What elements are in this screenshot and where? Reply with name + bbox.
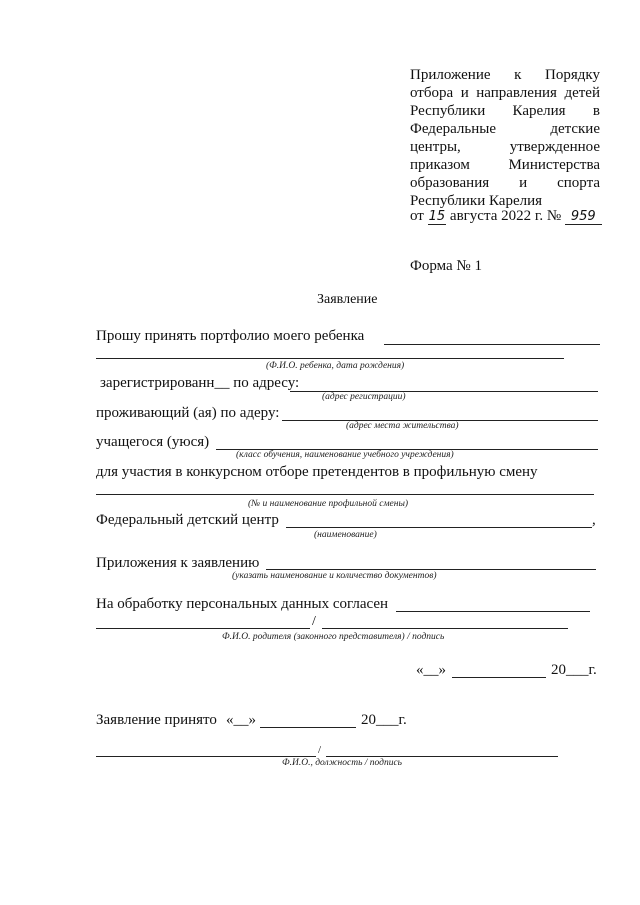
appendix-word: отбора: [410, 85, 454, 101]
date-rest: августа 2022 г. №: [449, 208, 562, 224]
appendix-word: Карелия: [512, 103, 566, 119]
accepted-month-line[interactable]: [260, 727, 356, 728]
participation-label: для участия в конкурсном отборе претендентов в профильную смену: [96, 464, 538, 480]
appendix-word: Федеральные: [410, 121, 496, 137]
appendix-word: к: [514, 67, 522, 83]
appendix-row: [410, 138, 600, 156]
doc-number: 959: [565, 209, 602, 225]
appendix-word: детские: [550, 121, 600, 137]
appendix-word: направления: [476, 85, 557, 101]
official-signature-line[interactable]: [326, 756, 558, 757]
appendix-word: спорта: [557, 175, 600, 191]
appendix-date: [410, 208, 602, 225]
consent-label: На обработку персональных данных согласен: [96, 596, 389, 612]
appendix-word: приказом: [410, 157, 470, 173]
date-year-placeholder: 20___г.: [551, 662, 597, 678]
date-day-placeholder: «__»: [416, 662, 446, 678]
page-title: Заявление: [317, 292, 378, 307]
attachments-caption: (указать наименование и количество документов): [232, 571, 437, 581]
student-caption: (класс обучения, наименование учебного учреждения): [236, 450, 454, 460]
accepted-year: 20___г.: [361, 712, 407, 728]
appendix-word: и: [519, 175, 528, 191]
student-label: учащегося (уюся): [96, 434, 210, 450]
shift-caption: (№ и наименование профильной смены): [248, 499, 409, 509]
appendix-word: в: [592, 103, 600, 119]
attachments-line[interactable]: [266, 569, 596, 570]
appendix-block: [410, 66, 600, 210]
appendix-row: [410, 66, 600, 84]
shift-line[interactable]: [96, 494, 594, 495]
accepted-day: «__»: [226, 712, 256, 728]
appendix-row: [410, 174, 600, 192]
appendix-word: Приложение: [410, 67, 491, 83]
center-comma: ,: [592, 512, 596, 528]
child-caption: (Ф.И.О. ребенка, дата рождения): [266, 361, 405, 371]
center-line[interactable]: [286, 527, 592, 528]
appendix-row: [410, 84, 600, 102]
appendix-row: [410, 102, 600, 120]
child-line[interactable]: [96, 358, 564, 359]
registered-label: зарегистрированн__ по адресу:: [100, 375, 300, 391]
attachments-label: Приложения к заявлению: [96, 555, 260, 571]
appendix-word: и: [460, 85, 469, 101]
appendix-word: детей: [564, 85, 600, 101]
parent-slash: /: [312, 614, 316, 629]
appendix-word: Порядку: [545, 67, 600, 83]
portfolio-line[interactable]: [384, 344, 600, 345]
appendix-word: образования: [410, 175, 490, 191]
form-number: Форма № 1: [410, 258, 482, 274]
consent-line[interactable]: [396, 611, 590, 612]
appendix-word: центры,: [410, 139, 461, 155]
appendix-word: Министерства: [508, 157, 600, 173]
appendix-word: утвержденное: [509, 139, 600, 155]
appendix-word: Республики: [410, 103, 486, 119]
parent-signature-line[interactable]: [322, 628, 568, 629]
appendix-row: [410, 156, 600, 174]
residing-label: проживающий (ая) по адеру:: [96, 405, 280, 421]
date-month-line[interactable]: [452, 677, 546, 678]
accepted-label: Заявление принято: [96, 712, 217, 728]
registered-caption: (адрес регистрации): [322, 392, 406, 402]
appendix-word: Республики Карелия: [410, 193, 543, 209]
official-caption: Ф.И.О., должность / подпись: [282, 758, 403, 768]
official-slash: /: [318, 744, 322, 756]
date-prefix: от: [410, 208, 424, 224]
appendix-row: [410, 120, 600, 138]
portfolio-label: Прошу принять портфолио моего ребенка: [96, 328, 365, 344]
official-name-line[interactable]: [96, 756, 316, 757]
center-caption: (наименование): [314, 530, 377, 540]
date-day: 15: [428, 209, 446, 224]
parent-caption: Ф.И.О. родителя (законного представителя) / подпись: [222, 632, 445, 642]
parent-name-line[interactable]: [96, 628, 310, 629]
center-label: Федеральный детский центр: [96, 512, 279, 528]
residing-caption: (адрес места жительства): [346, 421, 459, 431]
